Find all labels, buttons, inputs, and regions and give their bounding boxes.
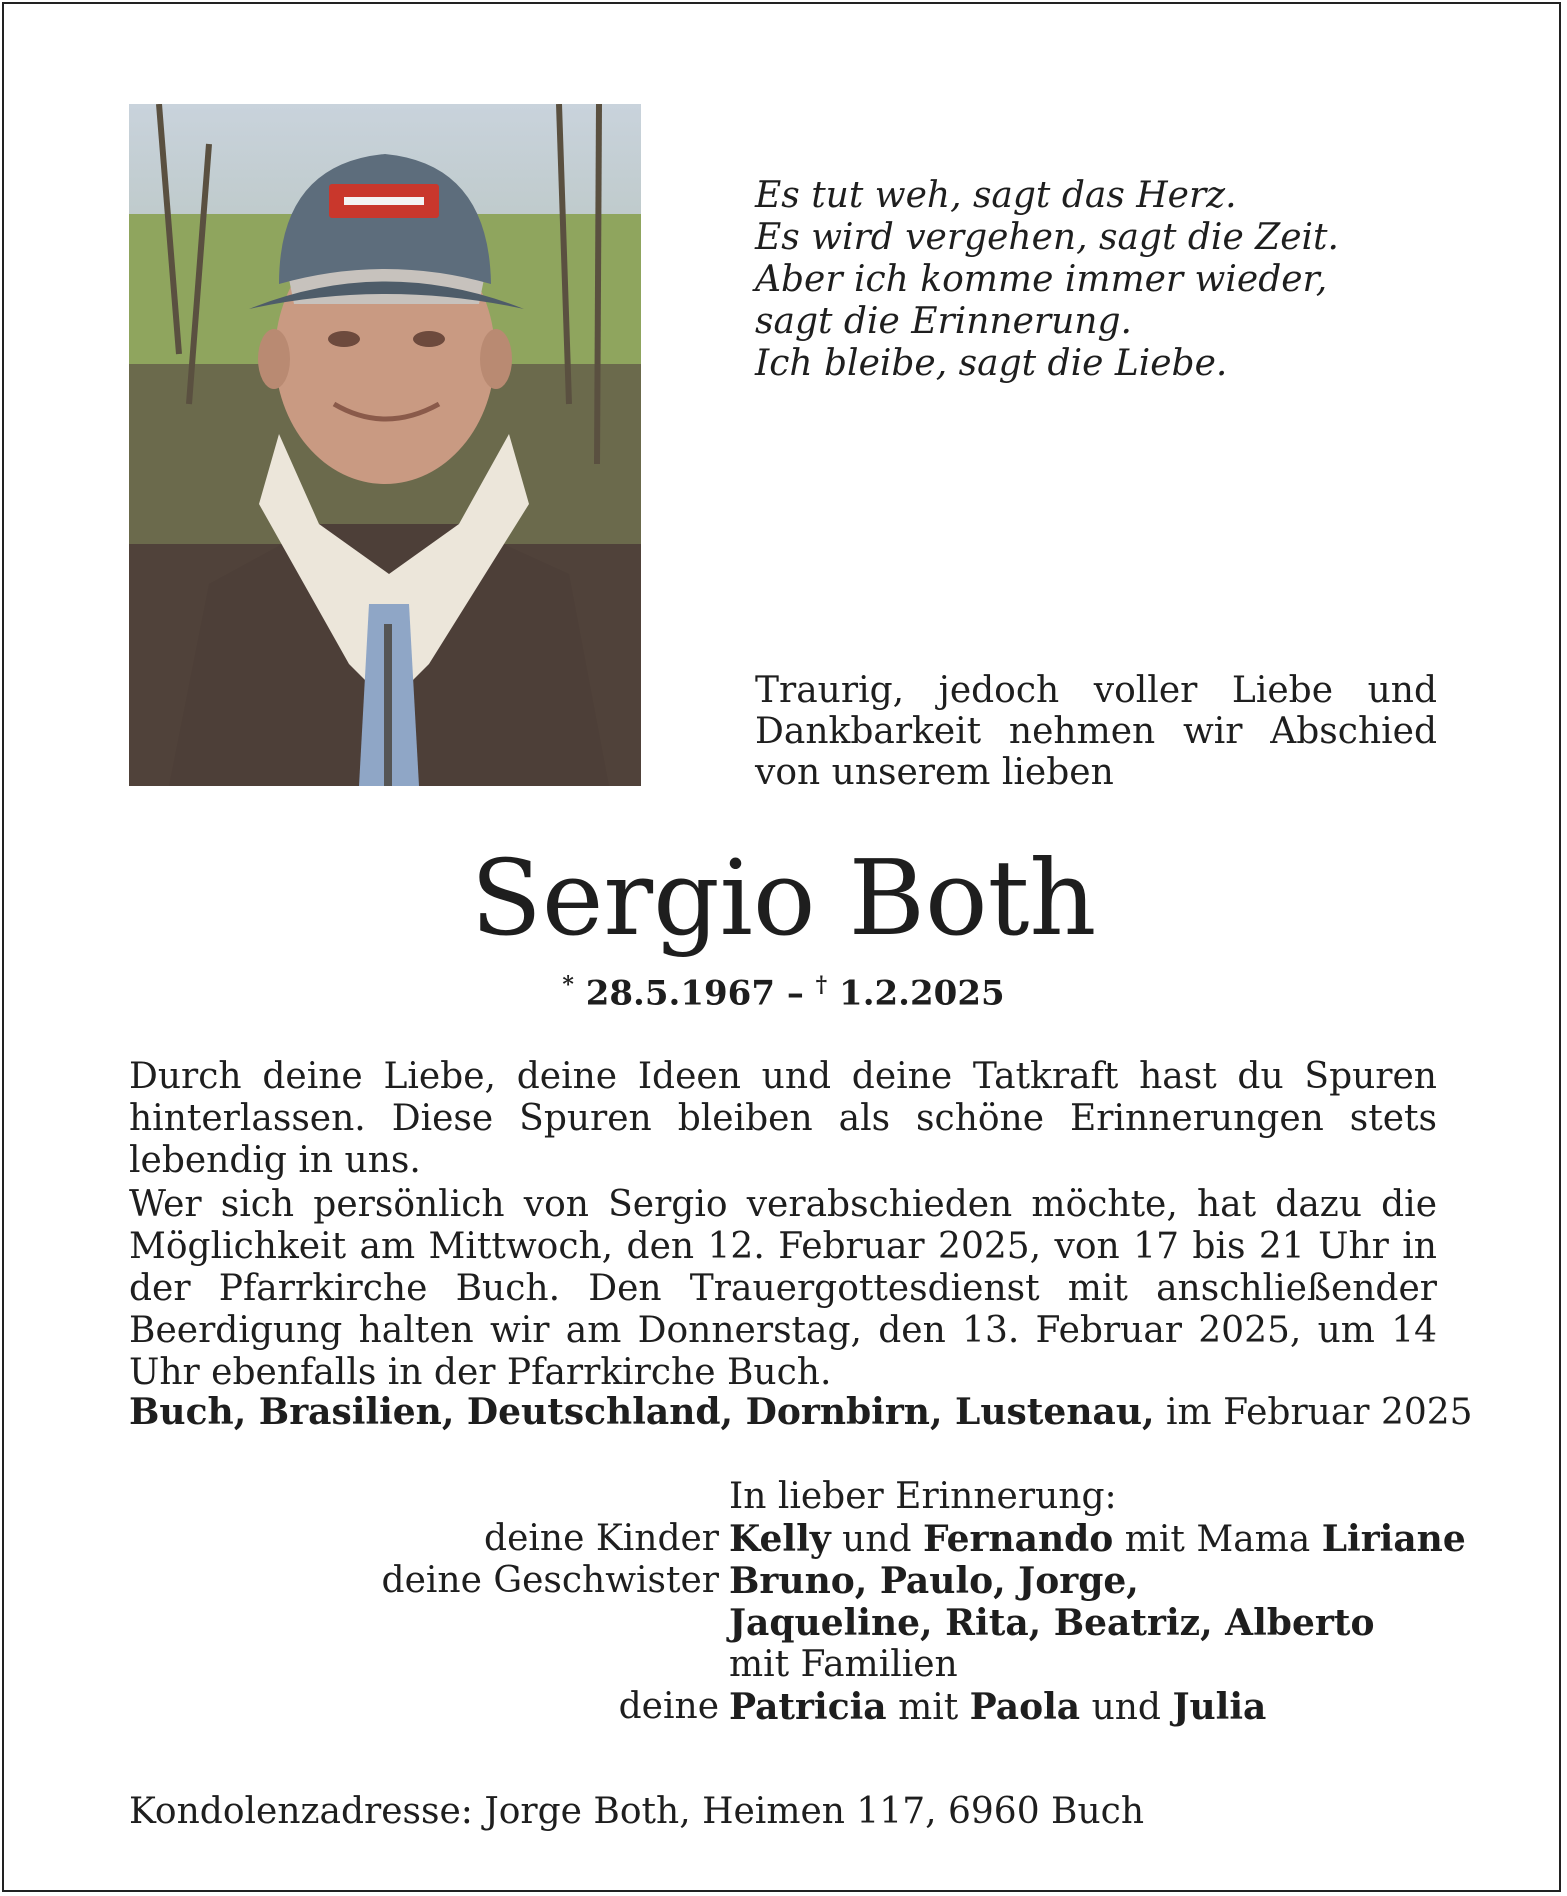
- siblings-names-1: [729, 1560, 1139, 1603]
- intro-text: Traurig, jedoch voller Liebe und Dankbarkeit nehmen wir Abschied von unserem lieben: [755, 670, 1437, 793]
- relation-children: deine Kinder: [484, 1518, 719, 1559]
- conjunction: mit: [898, 1687, 959, 1728]
- life-dates: [0, 972, 1567, 1013]
- condolence-address: Kondolenzadresse: Jorge Both, Heimen 117, 6960 Buch: [129, 1791, 1145, 1832]
- poem-line: Aber ich komme immer wieder,: [755, 259, 1328, 300]
- children-names: [729, 1518, 1466, 1561]
- daughter-name: Paola: [969, 1686, 1081, 1728]
- conjunction: und: [842, 1519, 912, 1560]
- tribute-paragraph: Durch deine Liebe, deine Ideen und deine Tatkraft hast du Spuren hinterlassen. Diese Spuren bleiben als schöne Erinnerungen stets lebendig in uns.: [129, 1056, 1437, 1181]
- poem-line: Es tut weh, sagt das Herz.: [755, 175, 1237, 216]
- funeral-info-paragraph: Wer sich persönlich von Sergio verabschieden möchte, hat dazu die Möglichkeit am Mittwoch, den 12. Februar 2025, von 17 bis 21 Uhr in der Pfarrkirche Buch. Den Trauergottesdienst mit anschließender Beerdigung halten wir am Donnerstag, den 13. Februar 2025, um 14 Uhr ebenfalls in der Pfarrkirche Buch.: [129, 1184, 1437, 1393]
- birth-mark: *: [562, 972, 574, 998]
- siblings-families: mit Familien: [729, 1644, 958, 1685]
- partner-names: [729, 1686, 1266, 1729]
- conjunction: und: [1091, 1687, 1161, 1728]
- poem-line: sagt die Erinnerung.: [755, 301, 1132, 342]
- poem: [755, 175, 1475, 385]
- daughter-name: Julia: [1172, 1686, 1267, 1728]
- mother-name: Liriane: [1321, 1518, 1466, 1560]
- places-line: [129, 1391, 1473, 1434]
- birth-date: 28.5.1967: [585, 973, 775, 1014]
- portrait-photo: [129, 104, 641, 786]
- child-name: Kelly: [729, 1518, 831, 1560]
- partner-name: Patricia: [729, 1686, 887, 1728]
- conjunction: mit Mama: [1124, 1519, 1311, 1560]
- siblings-line: Bruno, Paulo, Jorge,: [729, 1560, 1139, 1602]
- places-list: Buch, Brasilien, Deutschland, Dornbirn, Lustenau,: [129, 1391, 1155, 1433]
- deceased-name: Sergio Both: [470, 837, 1097, 959]
- places-date: im Februar 2025: [1166, 1392, 1473, 1433]
- death-mark: †: [815, 972, 828, 998]
- memory-heading: In lieber Erinnerung:: [729, 1476, 1117, 1517]
- relation-partner: deine: [618, 1686, 719, 1727]
- poem-line: Es wird vergehen, sagt die Zeit.: [755, 217, 1339, 258]
- siblings-names-2: [729, 1602, 1374, 1645]
- siblings-line: Jaqueline, Rita, Beatriz, Alberto: [729, 1602, 1375, 1644]
- poem-line: Ich bleibe, sagt die Liebe.: [755, 343, 1228, 384]
- death-date: 1.2.2025: [839, 973, 1005, 1014]
- child-name: Fernando: [923, 1518, 1114, 1560]
- relation-siblings: deine Geschwister: [381, 1560, 719, 1601]
- date-separator: –: [786, 973, 804, 1014]
